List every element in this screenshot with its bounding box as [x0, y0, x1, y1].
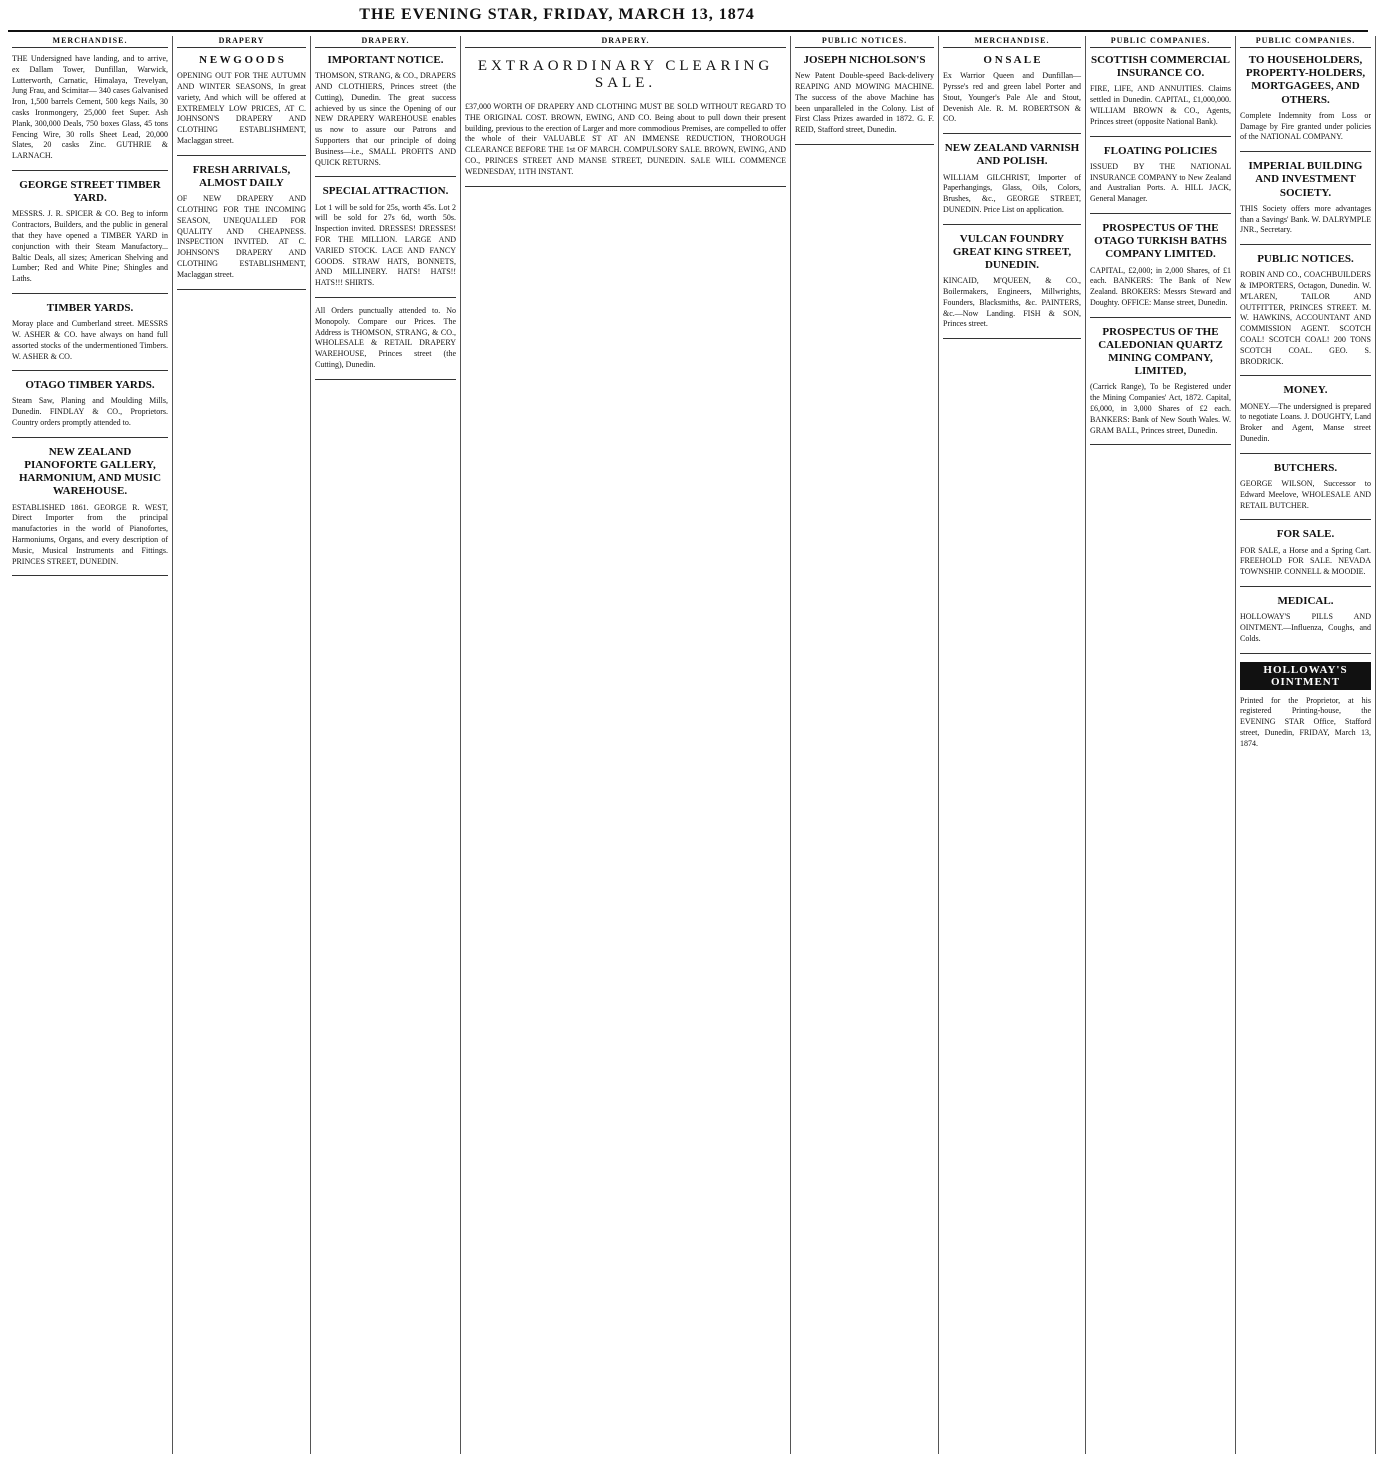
divider — [12, 170, 168, 171]
advert-title: NEW ZEALAND PIANOFORTE GALLERY, HARMONIUM, AND MUSIC WAREHOUSE. — [18, 445, 162, 498]
column-2 — [173, 36, 311, 1454]
divider — [1090, 317, 1231, 318]
advert-text: THE Undersigned have landing, and to arrive, ex Dallam Tower, Dunfillan, Warwick, Lutterworth, Carnatic, Himalaya, Trevelyan, Jung Frau, and Scimitar— 340 cases Galvanised Iron, 1,500 barrels Cement, 500 kegs Nails, 30 casks Ironmongery, 25,000 feet Super. Ash Plank, 300,000 Deals, 750 boxes Glass, 45 tons Fencing Wire, 30 rolls Sheet Lead, 20,000 Slates, 20 casks Zinc. GUTHRIE & LARNACH. — [12, 54, 168, 161]
divider — [1240, 586, 1371, 587]
column-8 — [1236, 36, 1376, 1454]
column-4 — [461, 36, 791, 1454]
divider — [315, 297, 456, 298]
advert-title: BUTCHERS. — [1273, 461, 1338, 474]
column-6 — [939, 36, 1086, 1454]
advert-text: ISSUED BY THE NATIONAL INSURANCE COMPANY to New Zealand and Australian Ports. A. HILL JACK, General Manager. — [1090, 161, 1231, 204]
advert-title: FLOATING POLICIES — [1103, 144, 1218, 157]
divider — [12, 370, 168, 371]
divider — [12, 437, 168, 438]
advert-title: EXTRAORDINARY CLEARING SALE. — [477, 58, 774, 91]
masthead-rule — [8, 30, 1368, 32]
divider — [465, 186, 786, 187]
section-heading: PUBLIC NOTICES. — [795, 36, 934, 48]
advert-text: CAPITAL, £2,000; in 2,000 Shares, of £1 each. BANKERS: The Bank of New Zealand. BROKERS: Messrs Steward and Doughty. OFFICE: Manse street, Dunedin. — [1090, 265, 1231, 307]
advert-text: HOLLOWAY'S PILLS AND OINTMENT.—Influenza, Coughs, and Colds. — [1240, 612, 1371, 643]
divider — [1090, 136, 1231, 137]
advert-title: NEW ZEALAND VARNISH AND POLISH. — [944, 142, 1080, 168]
advert-text: Steam Saw, Planing and Moulding Mills, Dunedin. FINDLAY & CO., Proprietors. Country orders promptly attended to. — [12, 396, 168, 428]
advert-title: OTAGO TIMBER YARDS. — [25, 379, 155, 392]
advert-title: JOSEPH NICHOLSON'S — [803, 54, 926, 66]
section-heading: PUBLIC COMPANIES. — [1240, 36, 1371, 48]
divider — [1240, 244, 1371, 245]
divider — [943, 133, 1081, 134]
advert-title: MONEY. — [1283, 384, 1328, 397]
column-3 — [311, 36, 461, 1454]
advert-title: FRESH ARRIVALS, ALMOST DAILY — [192, 163, 291, 189]
advert-text: Complete Indemnity from Loss or Damage by Fire granted under policies of the NATIONAL COMPANY. — [1240, 110, 1371, 142]
advert-text: KINCAID, M'QUEEN, & CO., Boilermakers, Engineers, Millwrights, Founders, Blacksmiths, &c. PAINTERS, &c.—Now Landing. FISH & SON, Princes street. — [943, 276, 1081, 329]
advert-text: THOMSON, STRANG, & CO., DRAPERS AND CLOTHIERS, Princes street (the Cutting), Dunedin. The great success achieved by us since the Opening of our NEW DRAPERY WAREHOUSE enables us now to assure our Patrons and Supporters that our principle of doing Business—i.e., SMALL PROFITS AND QUICK RETURNS. — [315, 71, 456, 167]
divider — [795, 144, 934, 145]
divider — [943, 224, 1081, 225]
advert-text: New Patent Double-speed Back-delivery REAPING AND MOWING MACHINE. The success of the above Machine has been unparalleled in the Colony. List of First Class Prizes awarded in 1872. G. F. REID, Stafford street, Dunedin. — [795, 71, 934, 135]
divider — [177, 155, 306, 156]
advert-title: TO HOUSEHOLDERS, PROPERTY-HOLDERS, MORTGAGEES, AND OTHERS. — [1245, 54, 1366, 106]
column-5 — [791, 36, 939, 1454]
advert-title: SCOTTISH COMMERCIAL INSURANCE CO. — [1090, 54, 1231, 80]
section-heading: PUBLIC COMPANIES. — [1090, 36, 1231, 48]
section-heading: MERCHANDISE. — [943, 36, 1081, 48]
advert-text: All Orders punctually attended to. No Monopoly. Compare our Prices. The Address is THOMSON, STRANG, & CO., WHOLESALE & RETAIL DRAPERY WAREHOUSE, Princes street (the Cutting), Dunedin. — [315, 305, 456, 369]
advert-text: GEORGE WILSON, Successor to Edward Meelove, WHOLESALE AND RETAIL BUTCHER. — [1240, 479, 1371, 510]
advert-text: Ex Warrior Queen and Dunfillan— Pyrsse's red and green label Porter and Stout, Younger's Pale Ale and Stout, Devenish Ale. R. M. ROBERTSON & CO. — [943, 71, 1081, 124]
holloway-badge: HOLLOWAY'S OINTMENT — [1240, 662, 1371, 690]
section-heading: MERCHANDISE. — [12, 36, 168, 48]
divider — [12, 575, 168, 576]
divider — [1240, 453, 1371, 454]
divider — [315, 176, 456, 177]
imprint: Printed for the Proprietor, at his registered Printing-house, the EVENING STAR Office, Stafford street, Dunedin, FRIDAY, March 13, 1874. — [1240, 695, 1371, 748]
advert-text: ROBIN AND CO., COACHBUILDERS & IMPORTERS, Octagon, Dunedin. W. M'LAREN, TAILOR AND OUTFITTER, PRINCES STREET. M. W. HAWKINS, ACCOUNTANT AND COMMISSION AGENT. SCOTCH COAL! SCOTCH COAL! 200 TONS SCOTCH COAL. GEO. S. BRODRICK. — [1240, 270, 1371, 366]
divider — [943, 338, 1081, 339]
advert-text: FOR SALE, a Horse and a Spring Cart. FREEHOLD FOR SALE. NEVADA TOWNSHIP. CONNELL & MOODIE. — [1240, 545, 1371, 577]
column-7 — [1086, 36, 1236, 1454]
advert-title: O N S A L E — [983, 54, 1041, 66]
advert-title: SPECIAL ATTRACTION. — [322, 185, 449, 198]
section-heading: DRAPERY — [177, 36, 306, 48]
advert-title: PROSPECTUS OF THE CALEDONIAN QUARTZ MINING COMPANY, LIMITED, — [1098, 325, 1223, 378]
advert-text: £37,000 WORTH OF DRAPERY AND CLOTHING MUST BE SOLD WITHOUT REGARD TO THE ORIGINAL COST. BROWN, EWING, AND CO. Being about to pull down their present building, previous to the erection of Larger and more commodious Premises, are compelled to offer the whole of their VALUABLE ST AT AN IMMENSE REDUCTION, THOROUGH CLEARANCE BEFORE THE 1st OF MARCH. COMPULSORY SALE. BROWN, EWING, AND CO., PRINCES STREET AND MANSE STREET, DUNEDIN. SALE WILL COMMENCE WEDNESDAY, 11TH INSTANT. — [465, 102, 786, 176]
divider — [1090, 213, 1231, 214]
advert-title: VULCAN FOUNDRY GREAT KING STREET, DUNEDIN. — [952, 232, 1072, 272]
advert-title: MEDICAL. — [1277, 594, 1334, 607]
advert-text: OPENING OUT FOR THE AUTUMN AND WINTER SEASONS, In great variety, And which will be offered at EXTREMELY LOW PRICES, AT C. JOHNSON'S DRAPERY AND CLOTHING ESTABLISHMENT, Maclaggan street. — [177, 71, 306, 145]
advert-title: FOR SALE. — [1276, 528, 1335, 541]
advert-text: Lot 1 will be sold for 25s, worth 45s. Lot 2 will be sold for 27s 6d, worth 50s. Inspection invited. DRESSES! DRESSES! FOR THE MILLION. LARGE AND VARIED STOCK. LACE AND FANCY GOODS. STRAW HATS, BONNETS, AND MILLINERY. HATS! HATS!! HATS!!! SHIRTS. — [315, 202, 456, 288]
advert-title: N E W G O O D S — [199, 54, 284, 66]
advert-text: MESSRS. J. R. SPICER & CO. Beg to inform Contractors, Builders, and the public in general that they have opened a TIMBER YARD in conjunction with their Steam Manufactory... Baltic Deals, all sizes; American Shelving and Lumber; Red and White Pine; Shingles and Laths. — [12, 209, 168, 284]
advert-title: TIMBER YARDS. — [46, 301, 134, 314]
advert-text: (Carrick Range), To be Registered under the Mining Companies' Act, 1872. Capital, £6,000, in 3,000 Shares of £2 each. BANKERS: Bank of New South Wales. W. GRAM BALL, Princes street, Dunedin. — [1090, 382, 1231, 435]
holloway-badge-wrap — [1240, 662, 1371, 690]
advert-title: PROSPECTUS OF THE OTAGO TURKISH BATHS COMPANY LIMITED. — [1094, 221, 1227, 261]
section-heading: DRAPERY. — [465, 36, 786, 48]
advert-title: IMPERIAL BUILDING AND INVESTMENT SOCIETY. — [1248, 160, 1363, 199]
advert-title: GEORGE STREET TIMBER YARD. — [19, 178, 161, 205]
advert-text: OF NEW DRAPERY AND CLOTHING FOR THE INCOMING SEASON, UNEQUALLED FOR QUALITY AND CHEAPNESS. INSPECTION INVITED. AT C. JOHNSON'S DRAPERY AND CLOTHING ESTABLISHMENT, Maclaggan street. — [177, 194, 306, 279]
advert-title: IMPORTANT NOTICE. — [327, 54, 444, 66]
advert-text: WILLIAM GILCHRIST, Importer of Paperhangings, Glass, Oils, Colors, Brushes, &c., GEORGE STREET, DUNEDIN. Price List on application. — [943, 172, 1081, 214]
masthead: THE EVENING STAR, FRIDAY, MARCH 13, 1874 — [359, 6, 755, 23]
divider — [1240, 151, 1371, 152]
advert-text: MONEY.—The undersigned is prepared to negotiate Loans. J. DOUGHTY, Land Broker and Agent, Manse street Dunedin. — [1240, 401, 1371, 444]
section-heading: DRAPERY. — [315, 36, 456, 48]
advert-text: THIS Society offers more advantages than a Savings' Bank. W. DALRYMPLE JNR., Secretary. — [1240, 203, 1371, 235]
divider — [177, 289, 306, 290]
advert-text: ESTABLISHED 1861. GEORGE R. WEST, Direct Importer from the principal manufactories in the world of Pianofortes, Harmoniums, Organs, and every description of Music, Musical Instruments and Fittings. PRINCES STREET, DUNEDIN. — [12, 502, 168, 566]
divider — [1240, 653, 1371, 654]
divider — [1090, 444, 1231, 445]
divider — [315, 379, 456, 380]
divider — [1240, 375, 1371, 376]
advert-text: FIRE, LIFE, AND ANNUITIES. Claims settled in Dunedin. CAPITAL, £1,000,000. WILLIAM BROWN & CO., Agents, Princes street (opposite National Bank). — [1090, 84, 1231, 126]
advert-text: Moray place and Cumberland street. MESSRS W. ASHER & CO. have always on hand full assorted stocks of the undermentioned Timbers. W. ASHER & CO. — [12, 319, 168, 361]
column-1 — [8, 36, 173, 1454]
divider — [12, 293, 168, 294]
divider — [1240, 519, 1371, 520]
advert-title: PUBLIC NOTICES. — [1257, 253, 1354, 266]
